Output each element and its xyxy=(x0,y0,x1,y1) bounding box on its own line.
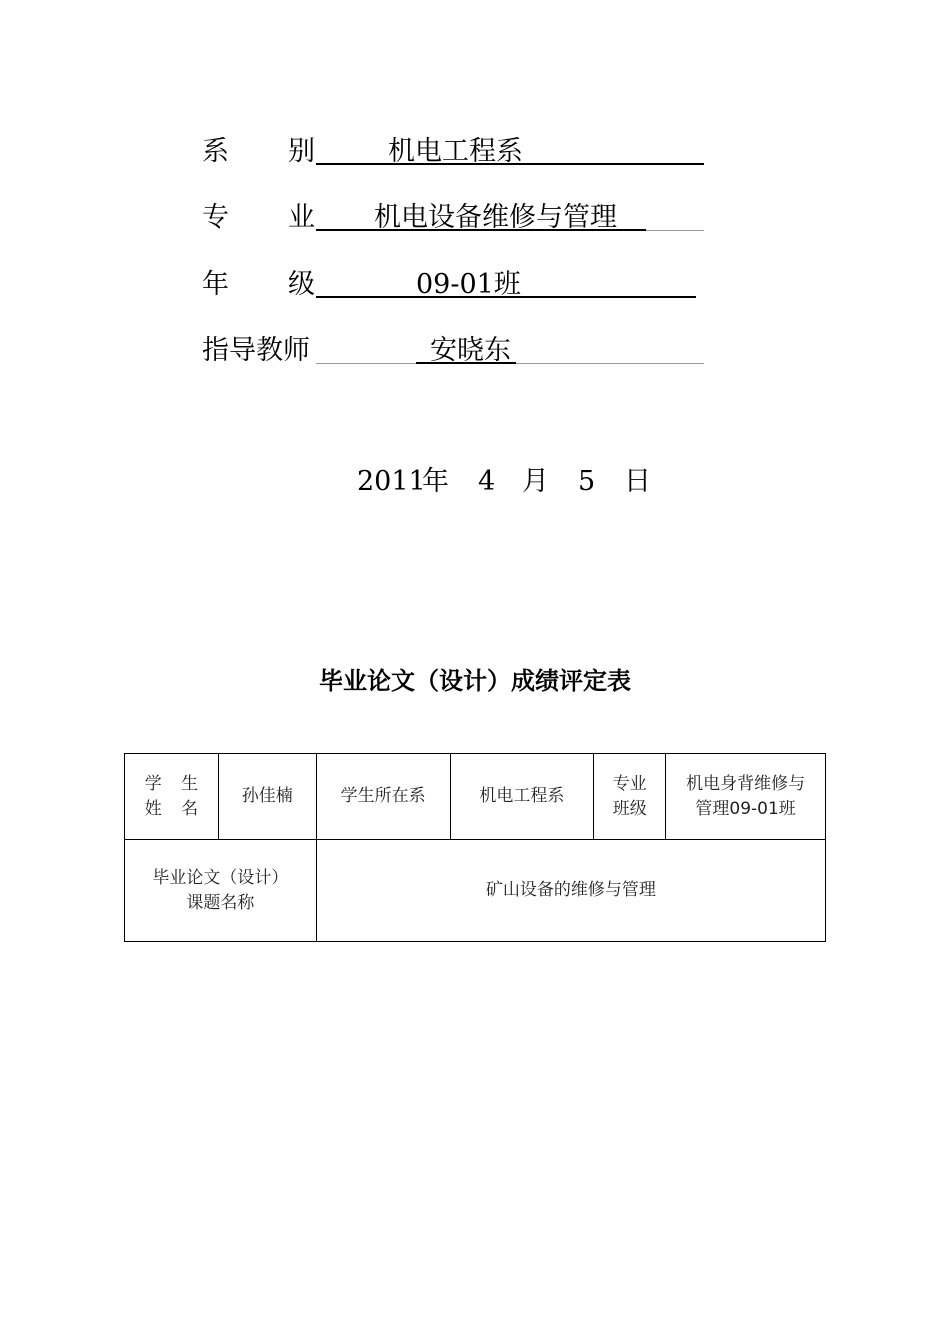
field-label-char: 别 xyxy=(288,136,315,167)
class-label-line: 班级 xyxy=(612,798,647,819)
class-value-line: 机电身背维修与 xyxy=(686,773,806,794)
name-label-cell xyxy=(125,754,219,840)
topic-label-line: 毕业论文（设计） xyxy=(152,867,289,888)
department-value: 机电工程系 xyxy=(388,136,523,167)
grade-table xyxy=(124,753,826,942)
field-label xyxy=(202,132,315,172)
field-label: 指导教师 xyxy=(202,335,310,366)
field-department xyxy=(202,132,712,172)
field-label-char: 系 xyxy=(202,136,229,167)
date-day-unit: 日 xyxy=(624,466,651,497)
class-label-cell xyxy=(594,754,666,840)
field-label-char: 业 xyxy=(288,202,315,233)
dept-value-cell: 机电工程系 xyxy=(450,754,594,840)
field-label xyxy=(202,198,315,238)
topic-label-line: 课题名称 xyxy=(186,892,255,913)
grade-form-title: 毕业论文（设计）成绩评定表 xyxy=(319,667,631,695)
field-label-char: 专 xyxy=(202,202,229,233)
field-label-char: 级 xyxy=(288,269,315,300)
table-row xyxy=(125,840,826,942)
topic-label-cell xyxy=(125,840,317,942)
date-month-unit: 月 xyxy=(522,466,549,497)
field-advisor xyxy=(202,331,712,371)
field-grade xyxy=(202,265,712,305)
table-row xyxy=(125,754,826,840)
advisor-value: 安晓东 xyxy=(430,335,511,366)
date-day: 5 xyxy=(578,466,596,497)
date-year-unit: 年 xyxy=(422,466,449,497)
field-label xyxy=(202,265,315,305)
field-label-char: 年 xyxy=(202,269,229,300)
class-label-line: 专业 xyxy=(612,773,647,794)
name-value-cell: 孙佳楠 xyxy=(218,754,316,840)
class-value-line: 管理09-01班 xyxy=(695,798,796,819)
name-label-line: 学 生 xyxy=(144,773,199,794)
grade-value: 09-01班 xyxy=(416,269,521,300)
date-month: 4 xyxy=(478,466,496,497)
dept-label-cell: 学生所在系 xyxy=(316,754,450,840)
topic-value-cell: 矿山设备的维修与管理 xyxy=(316,840,825,942)
major-value: 机电设备维修与管理 xyxy=(374,202,617,233)
name-label-line: 姓 名 xyxy=(144,798,199,819)
underline-tail xyxy=(646,230,704,231)
field-major xyxy=(202,198,712,238)
date-year: 2011 xyxy=(357,466,426,497)
class-value-cell xyxy=(666,754,826,840)
